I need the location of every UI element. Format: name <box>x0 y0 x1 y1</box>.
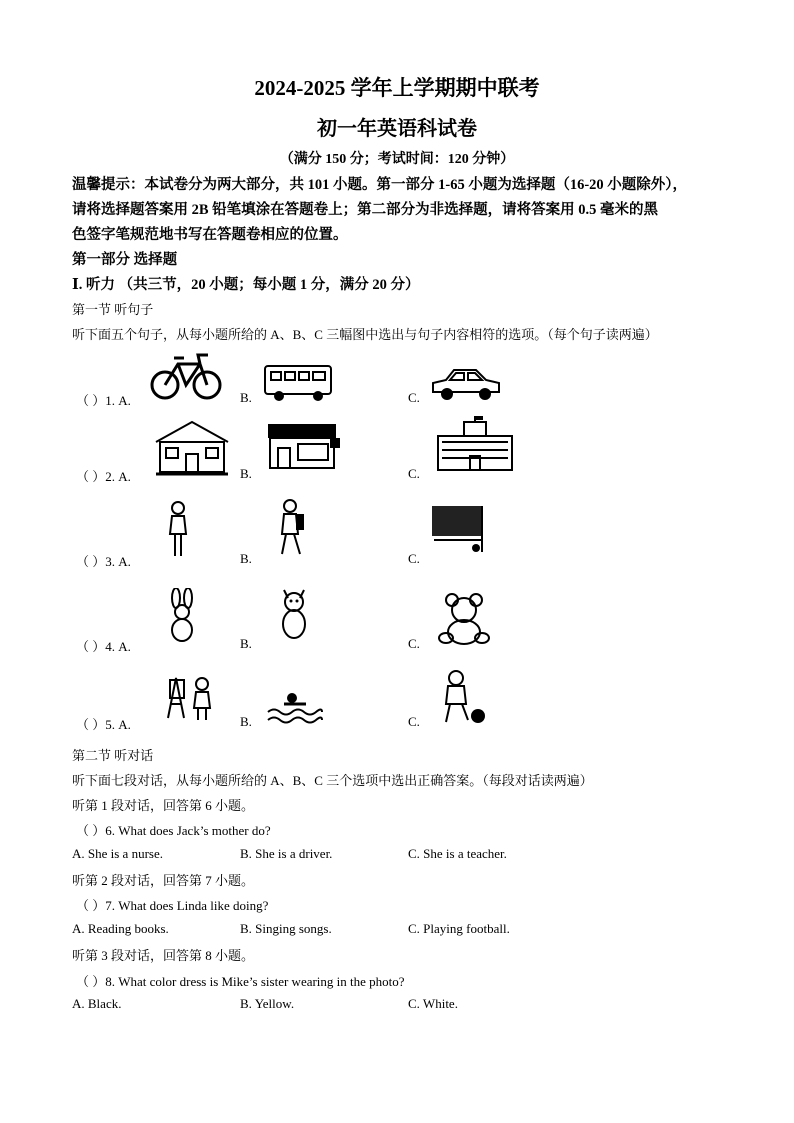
boy-backpack-picture <box>274 498 308 558</box>
shop-picture <box>264 420 344 472</box>
exam-subtitle: 初一年英语科试卷 <box>317 118 477 140</box>
teddy-bear-picture <box>436 592 492 646</box>
rabbit-picture <box>164 588 200 644</box>
q5-option-c: C. <box>408 714 420 729</box>
q3-label: （ ）3. A. <box>76 554 131 569</box>
q3-option-b: B. <box>240 551 252 566</box>
q8-question: （ ）8. What color dress is Mike’s sister wearing in the photo? <box>76 974 405 989</box>
notice-line-1: 温馨提示：本试卷分为两大部分，共 101 小题。第一部分 1-65 小题为选择题（16-20 小题除外）， <box>72 177 688 193</box>
blackboard-picture <box>430 504 486 554</box>
cat-picture <box>276 586 312 642</box>
section2-instruction: 听下面七段对话，从每小题所给的 A、B、C 三个选项中选出正确答案。（每段对话读两遍） <box>72 773 593 788</box>
q4-option-c: C. <box>408 636 420 651</box>
q4-option-b: B. <box>240 636 252 651</box>
school-picture <box>434 416 516 476</box>
section1-heading: 第一节 听句子 <box>72 302 154 317</box>
q6-option-b: B. She is a driver. <box>240 846 333 861</box>
bicycle-picture <box>150 350 222 402</box>
dialogue2-intro: 听第 2 段对话，回答第 7 小题。 <box>72 873 255 888</box>
house-picture <box>152 418 232 476</box>
q6-option-a: A. She is a nurse. <box>72 846 163 861</box>
section2-heading: 第二节 听对话 <box>72 748 154 763</box>
q6-option-c: C. She is a teacher. <box>408 846 507 861</box>
q6-question: （ ）6. What does Jack’s mother do? <box>76 823 271 838</box>
q2-option-c: C. <box>408 466 420 481</box>
q3-option-c: C. <box>408 551 420 566</box>
girl-picture <box>166 500 190 560</box>
dialogue3-intro: 听第 3 段对话，回答第 8 小题。 <box>72 948 255 963</box>
q1-option-b: B. <box>240 390 252 405</box>
part1-heading: 第一部分 选择题 <box>72 252 178 268</box>
q1-option-c: C. <box>408 390 420 405</box>
q8-option-b: B. Yellow. <box>240 996 295 1011</box>
notice-line-2: 请将选择题答案用 2B 铅笔填涂在答题卷上；第二部分为非选择题，请将答案用 0.5 毫米的黑 <box>72 202 659 218</box>
q1-label: （ ）1. A. <box>76 393 131 408</box>
q8-option-c: C. White. <box>408 996 458 1011</box>
q7-option-a: A. Reading books. <box>72 921 169 936</box>
notice-line-3: 色签字笔规范地书写在答题卷相应的位置。 <box>72 227 348 243</box>
q5-option-b: B. <box>240 714 252 729</box>
exam-title: 2024-2025 学年上学期期中联考 <box>254 76 540 100</box>
painting-picture <box>164 674 216 722</box>
score-time-info: （满分 150 分；考试时间：120 分钟） <box>279 152 515 167</box>
q2-option-b: B. <box>240 466 252 481</box>
car-picture <box>430 364 502 404</box>
q2-label: （ ）2. A. <box>76 469 131 484</box>
q5-label: （ ）5. A. <box>76 717 131 732</box>
dialogue1-intro: 听第 1 段对话，回答第 6 小题。 <box>72 798 255 813</box>
swimming-picture <box>266 690 324 724</box>
section1-instruction: 听下面五个句子，从每小题所给的 A、B、C 三幅图中选出与句子内容相符的选项。（每个句子读两遍） <box>72 327 658 342</box>
q4-label: （ ）4. A. <box>76 639 131 654</box>
q7-option-c: C. Playing football. <box>408 921 510 936</box>
q8-option-a: A. Black. <box>72 996 122 1011</box>
q7-option-b: B. Singing songs. <box>240 921 332 936</box>
bus-picture <box>262 362 336 404</box>
football-picture <box>440 670 486 726</box>
listening-heading: Ⅰ. 听力 （共三节，20 小题；每小题 1 分，满分 20 分） <box>72 277 420 293</box>
q7-question: （ ）7. What does Linda like doing? <box>76 898 269 913</box>
